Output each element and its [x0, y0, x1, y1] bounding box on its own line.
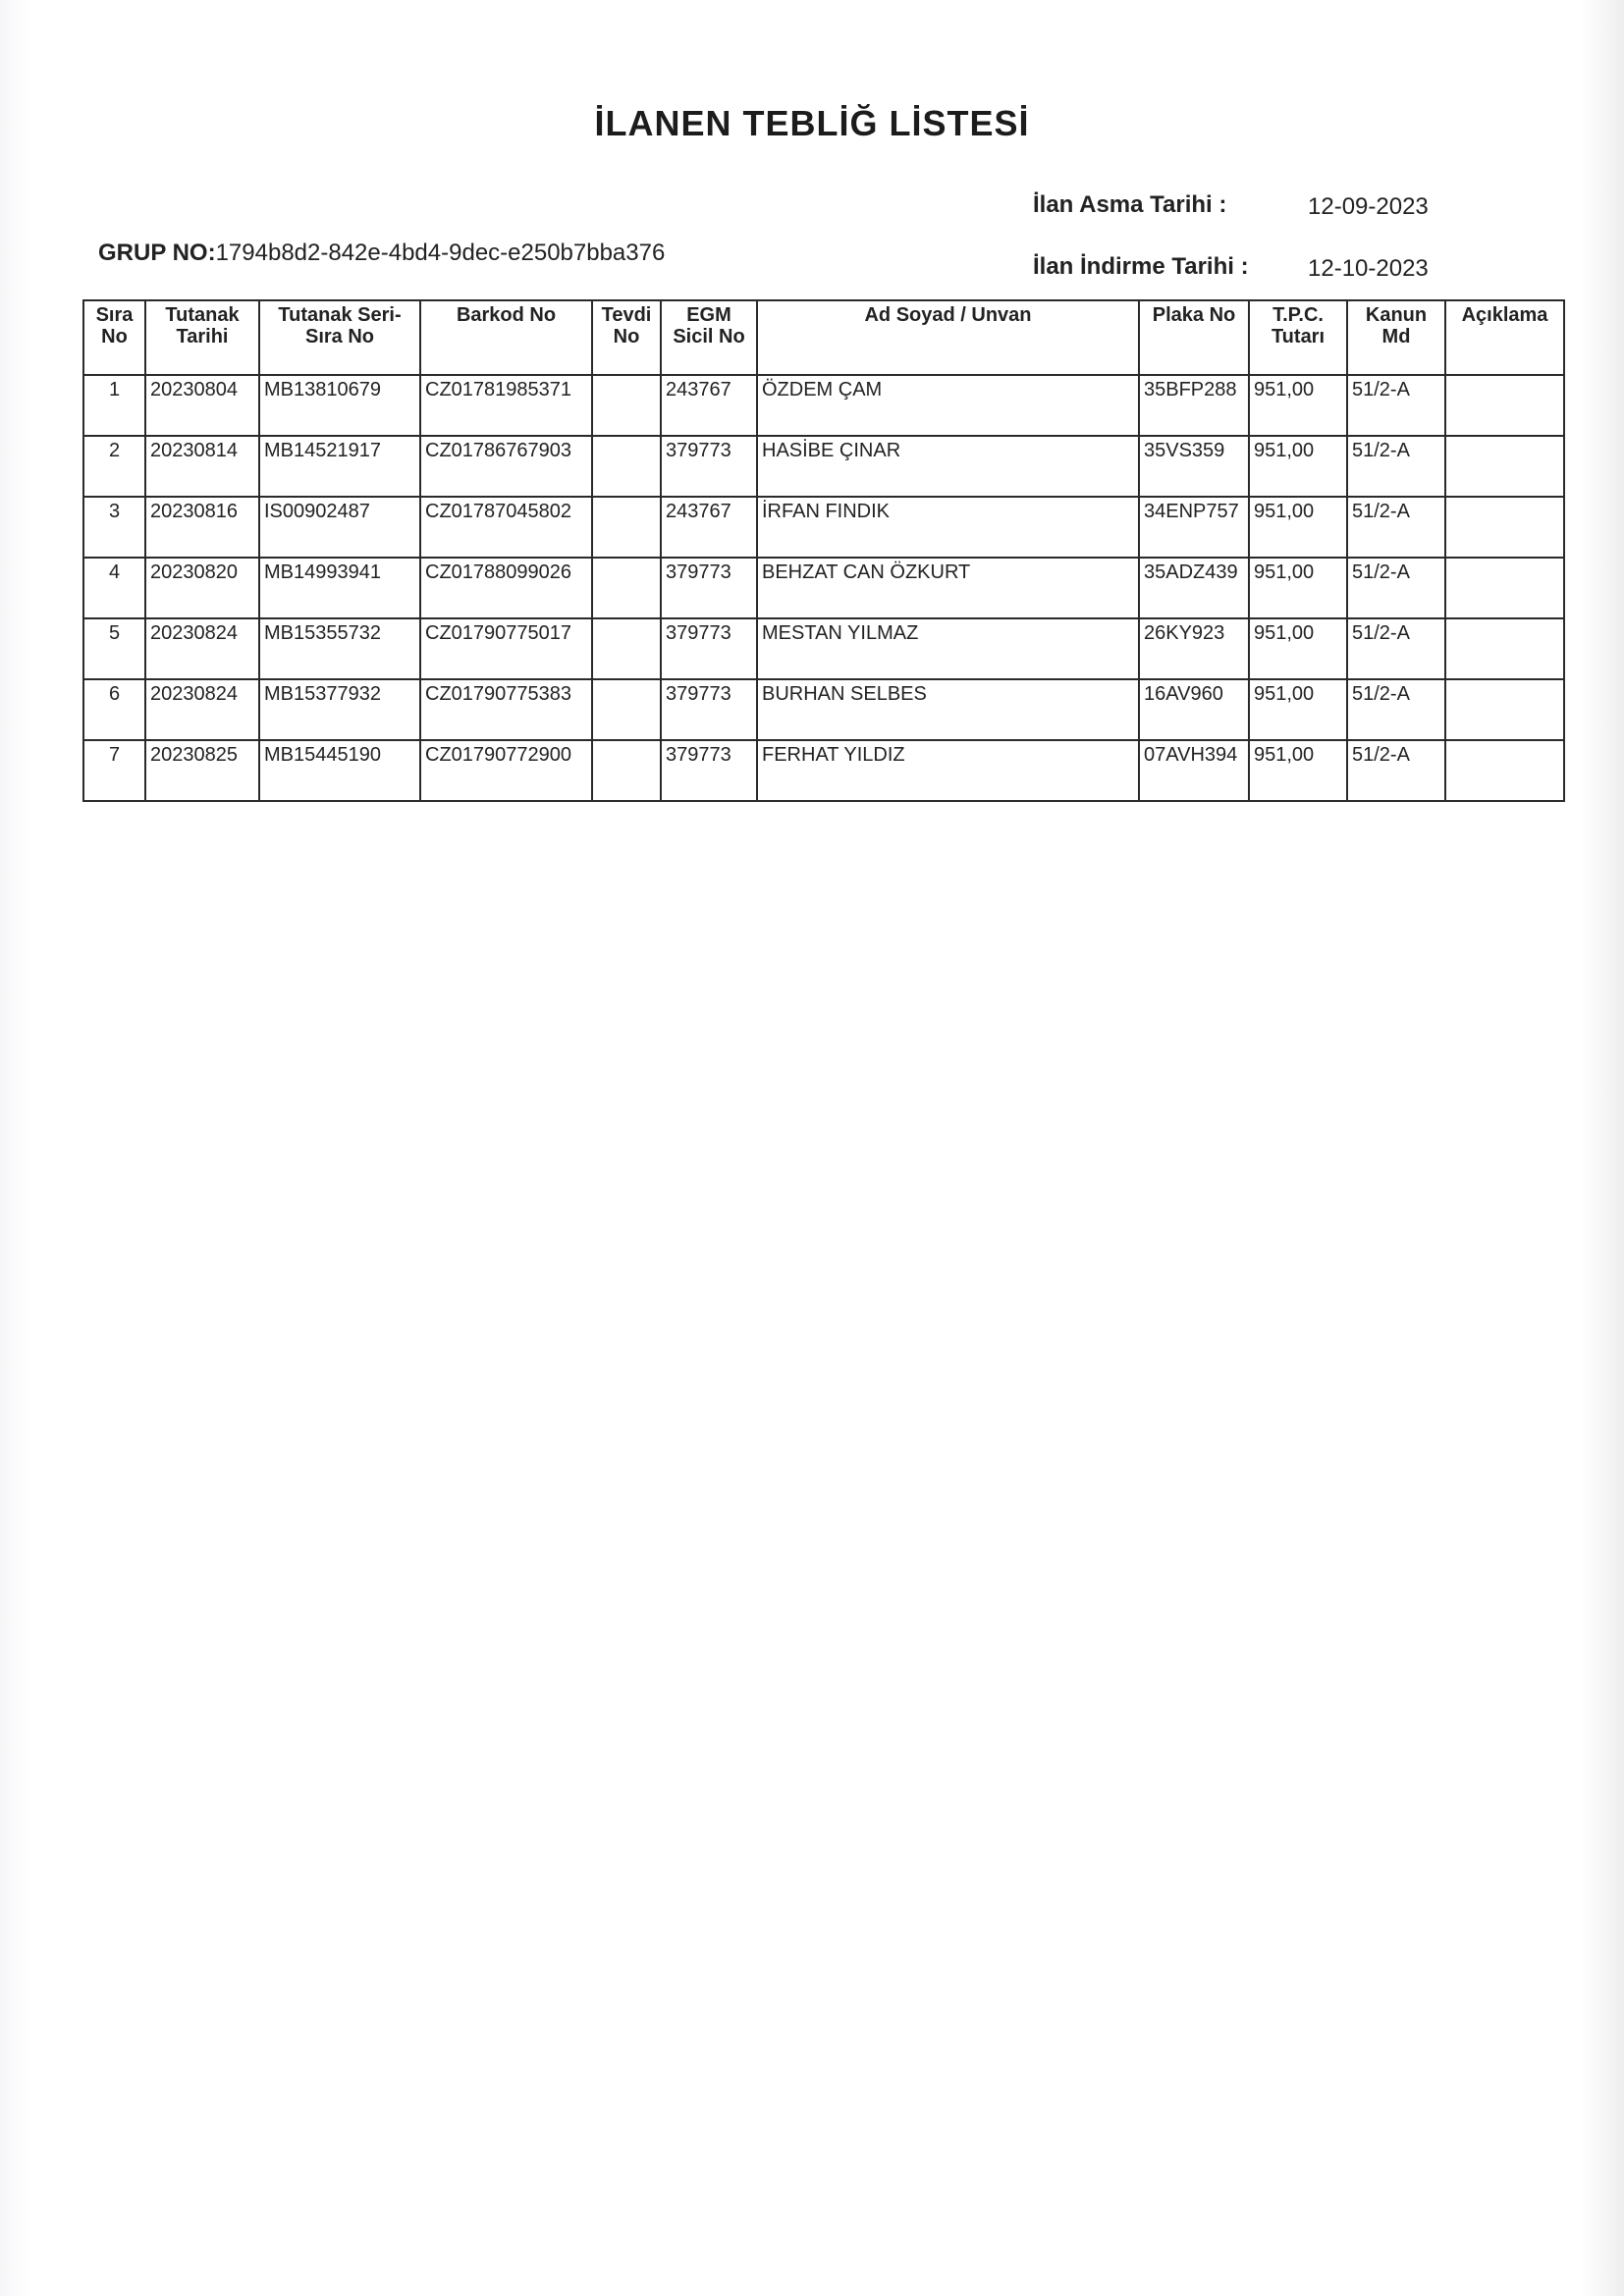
cell-plaka: 35BFP288: [1139, 375, 1249, 436]
ilan-asma-line: [1033, 191, 1429, 220]
table-header-row: [83, 300, 1564, 375]
cell-tevdi: [592, 436, 661, 497]
cell-ad-soyad: ÖZDEM ÇAM: [757, 375, 1139, 436]
col-header-egm-sicil: EGM Sicil No: [661, 300, 757, 375]
cell-barkod: CZ01788099026: [420, 558, 592, 618]
cell-sira: 7: [83, 740, 145, 801]
ilan-indirme-value: 12-10-2023: [1308, 255, 1429, 282]
ilan-asma-value: 12-09-2023: [1308, 193, 1429, 220]
cell-barkod: CZ01790775017: [420, 618, 592, 679]
cell-egm-sicil: 379773: [661, 558, 757, 618]
cell-seri-sira: IS00902487: [259, 497, 420, 558]
cell-kanun-md: 51/2-A: [1347, 558, 1445, 618]
cell-aciklama: [1445, 497, 1564, 558]
cell-sira: 6: [83, 679, 145, 740]
col-header-aciklama: Açıklama: [1445, 300, 1564, 375]
cell-seri-sira: MB14993941: [259, 558, 420, 618]
cell-kanun-md: 51/2-A: [1347, 497, 1445, 558]
cell-tpc-tutari: 951,00: [1249, 558, 1347, 618]
cell-barkod: CZ01790775383: [420, 679, 592, 740]
cell-plaka: 35VS359: [1139, 436, 1249, 497]
cell-egm-sicil: 379773: [661, 618, 757, 679]
cell-ad-soyad: MESTAN YILMAZ: [757, 618, 1139, 679]
cell-seri-sira: MB13810679: [259, 375, 420, 436]
cell-sira: 1: [83, 375, 145, 436]
col-header-plaka: Plaka No: [1139, 300, 1249, 375]
cell-aciklama: [1445, 436, 1564, 497]
cell-aciklama: [1445, 375, 1564, 436]
table-row: [83, 375, 1564, 436]
cell-tpc-tutari: 951,00: [1249, 497, 1347, 558]
cell-ad-soyad: FERHAT YILDIZ: [757, 740, 1139, 801]
cell-kanun-md: 51/2-A: [1347, 679, 1445, 740]
table-row: [83, 679, 1564, 740]
cell-tutanak-tarihi: 20230820: [145, 558, 259, 618]
cell-egm-sicil: 379773: [661, 436, 757, 497]
cell-plaka: 16AV960: [1139, 679, 1249, 740]
cell-sira: 2: [83, 436, 145, 497]
cell-egm-sicil: 379773: [661, 679, 757, 740]
col-header-ad-soyad: Ad Soyad / Unvan: [757, 300, 1139, 375]
cell-ad-soyad: BEHZAT CAN ÖZKURT: [757, 558, 1139, 618]
cell-seri-sira: MB15445190: [259, 740, 420, 801]
table-row: [83, 618, 1564, 679]
cell-barkod: CZ01790772900: [420, 740, 592, 801]
cell-plaka: 35ADZ439: [1139, 558, 1249, 618]
cell-tpc-tutari: 951,00: [1249, 375, 1347, 436]
table-row: [83, 436, 1564, 497]
grup-label: GRUP NO:: [98, 240, 216, 266]
cell-tevdi: [592, 375, 661, 436]
cell-kanun-md: 51/2-A: [1347, 436, 1445, 497]
cell-sira: 3: [83, 497, 145, 558]
table-row: [83, 497, 1564, 558]
cell-tevdi: [592, 497, 661, 558]
cell-kanun-md: 51/2-A: [1347, 740, 1445, 801]
cell-tpc-tutari: 951,00: [1249, 618, 1347, 679]
cell-tutanak-tarihi: 20230814: [145, 436, 259, 497]
cell-sira: 5: [83, 618, 145, 679]
cell-tpc-tutari: 951,00: [1249, 436, 1347, 497]
cell-tevdi: [592, 679, 661, 740]
cell-plaka: 07AVH394: [1139, 740, 1249, 801]
cell-tutanak-tarihi: 20230824: [145, 618, 259, 679]
table-body: [83, 375, 1564, 801]
cell-ad-soyad: HASİBE ÇINAR: [757, 436, 1139, 497]
cell-tutanak-tarihi: 20230824: [145, 679, 259, 740]
cell-plaka: 26KY923: [1139, 618, 1249, 679]
col-header-tpc-tutari: T.P.C. Tutarı: [1249, 300, 1347, 375]
cell-egm-sicil: 379773: [661, 740, 757, 801]
grup-value: 1794b8d2-842e-4bd4-9dec-e250b7bba376: [215, 240, 666, 266]
ilan-asma-label: İlan Asma Tarihi :: [1033, 191, 1227, 218]
col-header-sira: Sıra No: [83, 300, 145, 375]
table-row: [83, 740, 1564, 801]
col-header-tutanak-tarihi: Tutanak Tarihi: [145, 300, 259, 375]
cell-egm-sicil: 243767: [661, 375, 757, 436]
grup-line: [98, 240, 665, 267]
cell-tutanak-tarihi: 20230804: [145, 375, 259, 436]
cell-tutanak-tarihi: 20230825: [145, 740, 259, 801]
col-header-barkod: Barkod No: [420, 300, 592, 375]
cell-barkod: CZ01787045802: [420, 497, 592, 558]
cell-seri-sira: MB15355732: [259, 618, 420, 679]
cell-ad-soyad: İRFAN FINDIK: [757, 497, 1139, 558]
cell-kanun-md: 51/2-A: [1347, 375, 1445, 436]
col-header-seri-sira: Tutanak Seri-Sıra No: [259, 300, 420, 375]
cell-kanun-md: 51/2-A: [1347, 618, 1445, 679]
cell-tutanak-tarihi: 20230816: [145, 497, 259, 558]
cell-aciklama: [1445, 740, 1564, 801]
table-row: [83, 558, 1564, 618]
cell-aciklama: [1445, 679, 1564, 740]
cell-aciklama: [1445, 558, 1564, 618]
cell-aciklama: [1445, 618, 1564, 679]
col-header-tevdi: Tevdi No: [592, 300, 661, 375]
cell-plaka: 34ENP757: [1139, 497, 1249, 558]
cell-barkod: CZ01781985371: [420, 375, 592, 436]
cell-seri-sira: MB15377932: [259, 679, 420, 740]
cell-tpc-tutari: 951,00: [1249, 740, 1347, 801]
cell-tevdi: [592, 558, 661, 618]
cell-barkod: CZ01786767903: [420, 436, 592, 497]
cell-tevdi: [592, 618, 661, 679]
cell-ad-soyad: BURHAN SELBES: [757, 679, 1139, 740]
cell-egm-sicil: 243767: [661, 497, 757, 558]
cell-sira: 4: [83, 558, 145, 618]
col-header-kanun-md: Kanun Md: [1347, 300, 1445, 375]
cell-seri-sira: MB14521917: [259, 436, 420, 497]
document-title: İLANEN TEBLİĞ LİSTESİ: [594, 103, 1030, 143]
ilan-indirme-line: [1033, 253, 1429, 282]
cell-tevdi: [592, 740, 661, 801]
ilan-indirme-label: İlan İndirme Tarihi :: [1033, 253, 1249, 280]
cell-tpc-tutari: 951,00: [1249, 679, 1347, 740]
teblig-table: [82, 299, 1565, 802]
